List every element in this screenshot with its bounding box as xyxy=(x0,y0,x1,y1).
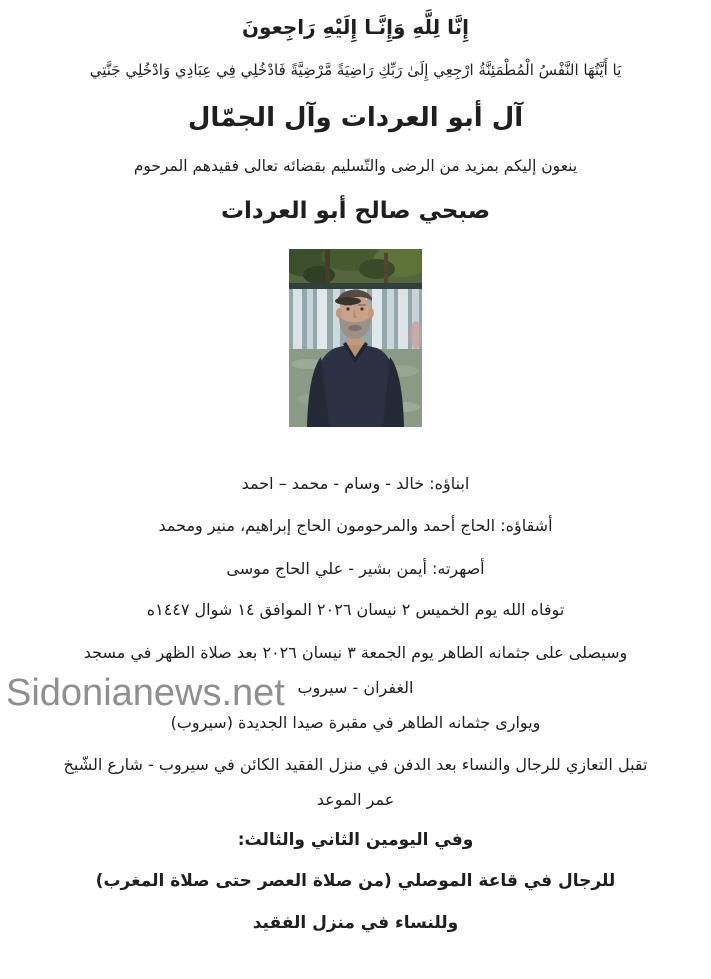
deceased-name: صبحي صالح أبو العردات xyxy=(220,198,491,225)
death-date-line: توفاه الله يوم الخميس ٢ نيسان ٢٠٢٦ الموافق ١٤ شوال ١٤٤٧ه xyxy=(146,600,565,620)
quran-verse: يَا أَيَّتُهَا النَّفْسُ الْمُطْمَئِنَّةُ ارْجِعِي إِلَىٰ رَبِّكِ رَاضِيَةً مَّرْضِيَّةً فَادْخُلِي فِي عِبَادِي وَادْخُلِي جَنَّتِي xyxy=(89,61,622,79)
sidonianews-watermark: Sidonianews.net xyxy=(6,672,285,714)
deceased-photo-illustration xyxy=(289,249,422,427)
sons-line: ابناؤه: خالد - وسام - محمد – احمد xyxy=(241,473,470,493)
deceased-photo xyxy=(289,249,422,427)
families-title: آل أبو العردات وآل الجمّال xyxy=(187,103,524,133)
background-person xyxy=(410,321,422,349)
istirja-verse: إِنَّا لِلَّهِ وَإِنَّـا إِلَيْهِ رَاجِعونَ xyxy=(241,15,469,39)
brothers-line: أشقاؤه: الحاج أحمد والمرحومون الحاج إبراهيم، منير ومحمد xyxy=(158,516,553,536)
cap-visor xyxy=(335,297,361,305)
following-days-title: وفي اليومين الثاني والثالث: xyxy=(237,830,474,851)
condolences-line: تقبل التعازي للرجال والنساء بعد الدفن في منزل الفقيد الكائن في سيروب - شارع الشّيخ xyxy=(63,754,648,774)
waterfall-ledge xyxy=(289,283,422,290)
men-condolences-line: للرجال في قاعة الموصلي (من صلاة العصر حتى صلاة المغرب) xyxy=(95,870,616,891)
funeral-prayer-location: الغفران - سيروب xyxy=(297,677,414,697)
funeral-prayer-line: وسيصلى على جثمانه الطاهر يوم الجمعة ٣ نيسان ٢٠٢٦ بعد صلاة الظهر في مسجد xyxy=(83,643,628,663)
women-condolences-line: وللنساء في منزل الفقيد xyxy=(252,913,459,934)
inlaws-line: أصهرته: أيمن بشير - علي الحاج موسى xyxy=(226,558,485,578)
burial-line: ويوارى جثمانه الطاهر في مقبرة صيدا الجديدة (سيروب) xyxy=(170,713,541,733)
intro-line: ينعون إليكم بمزيد من الرضى والتّسليم بقضائه تعالى فقيدهم المرحوم xyxy=(133,157,578,176)
condolences-street: عمر الموعد xyxy=(316,790,395,810)
